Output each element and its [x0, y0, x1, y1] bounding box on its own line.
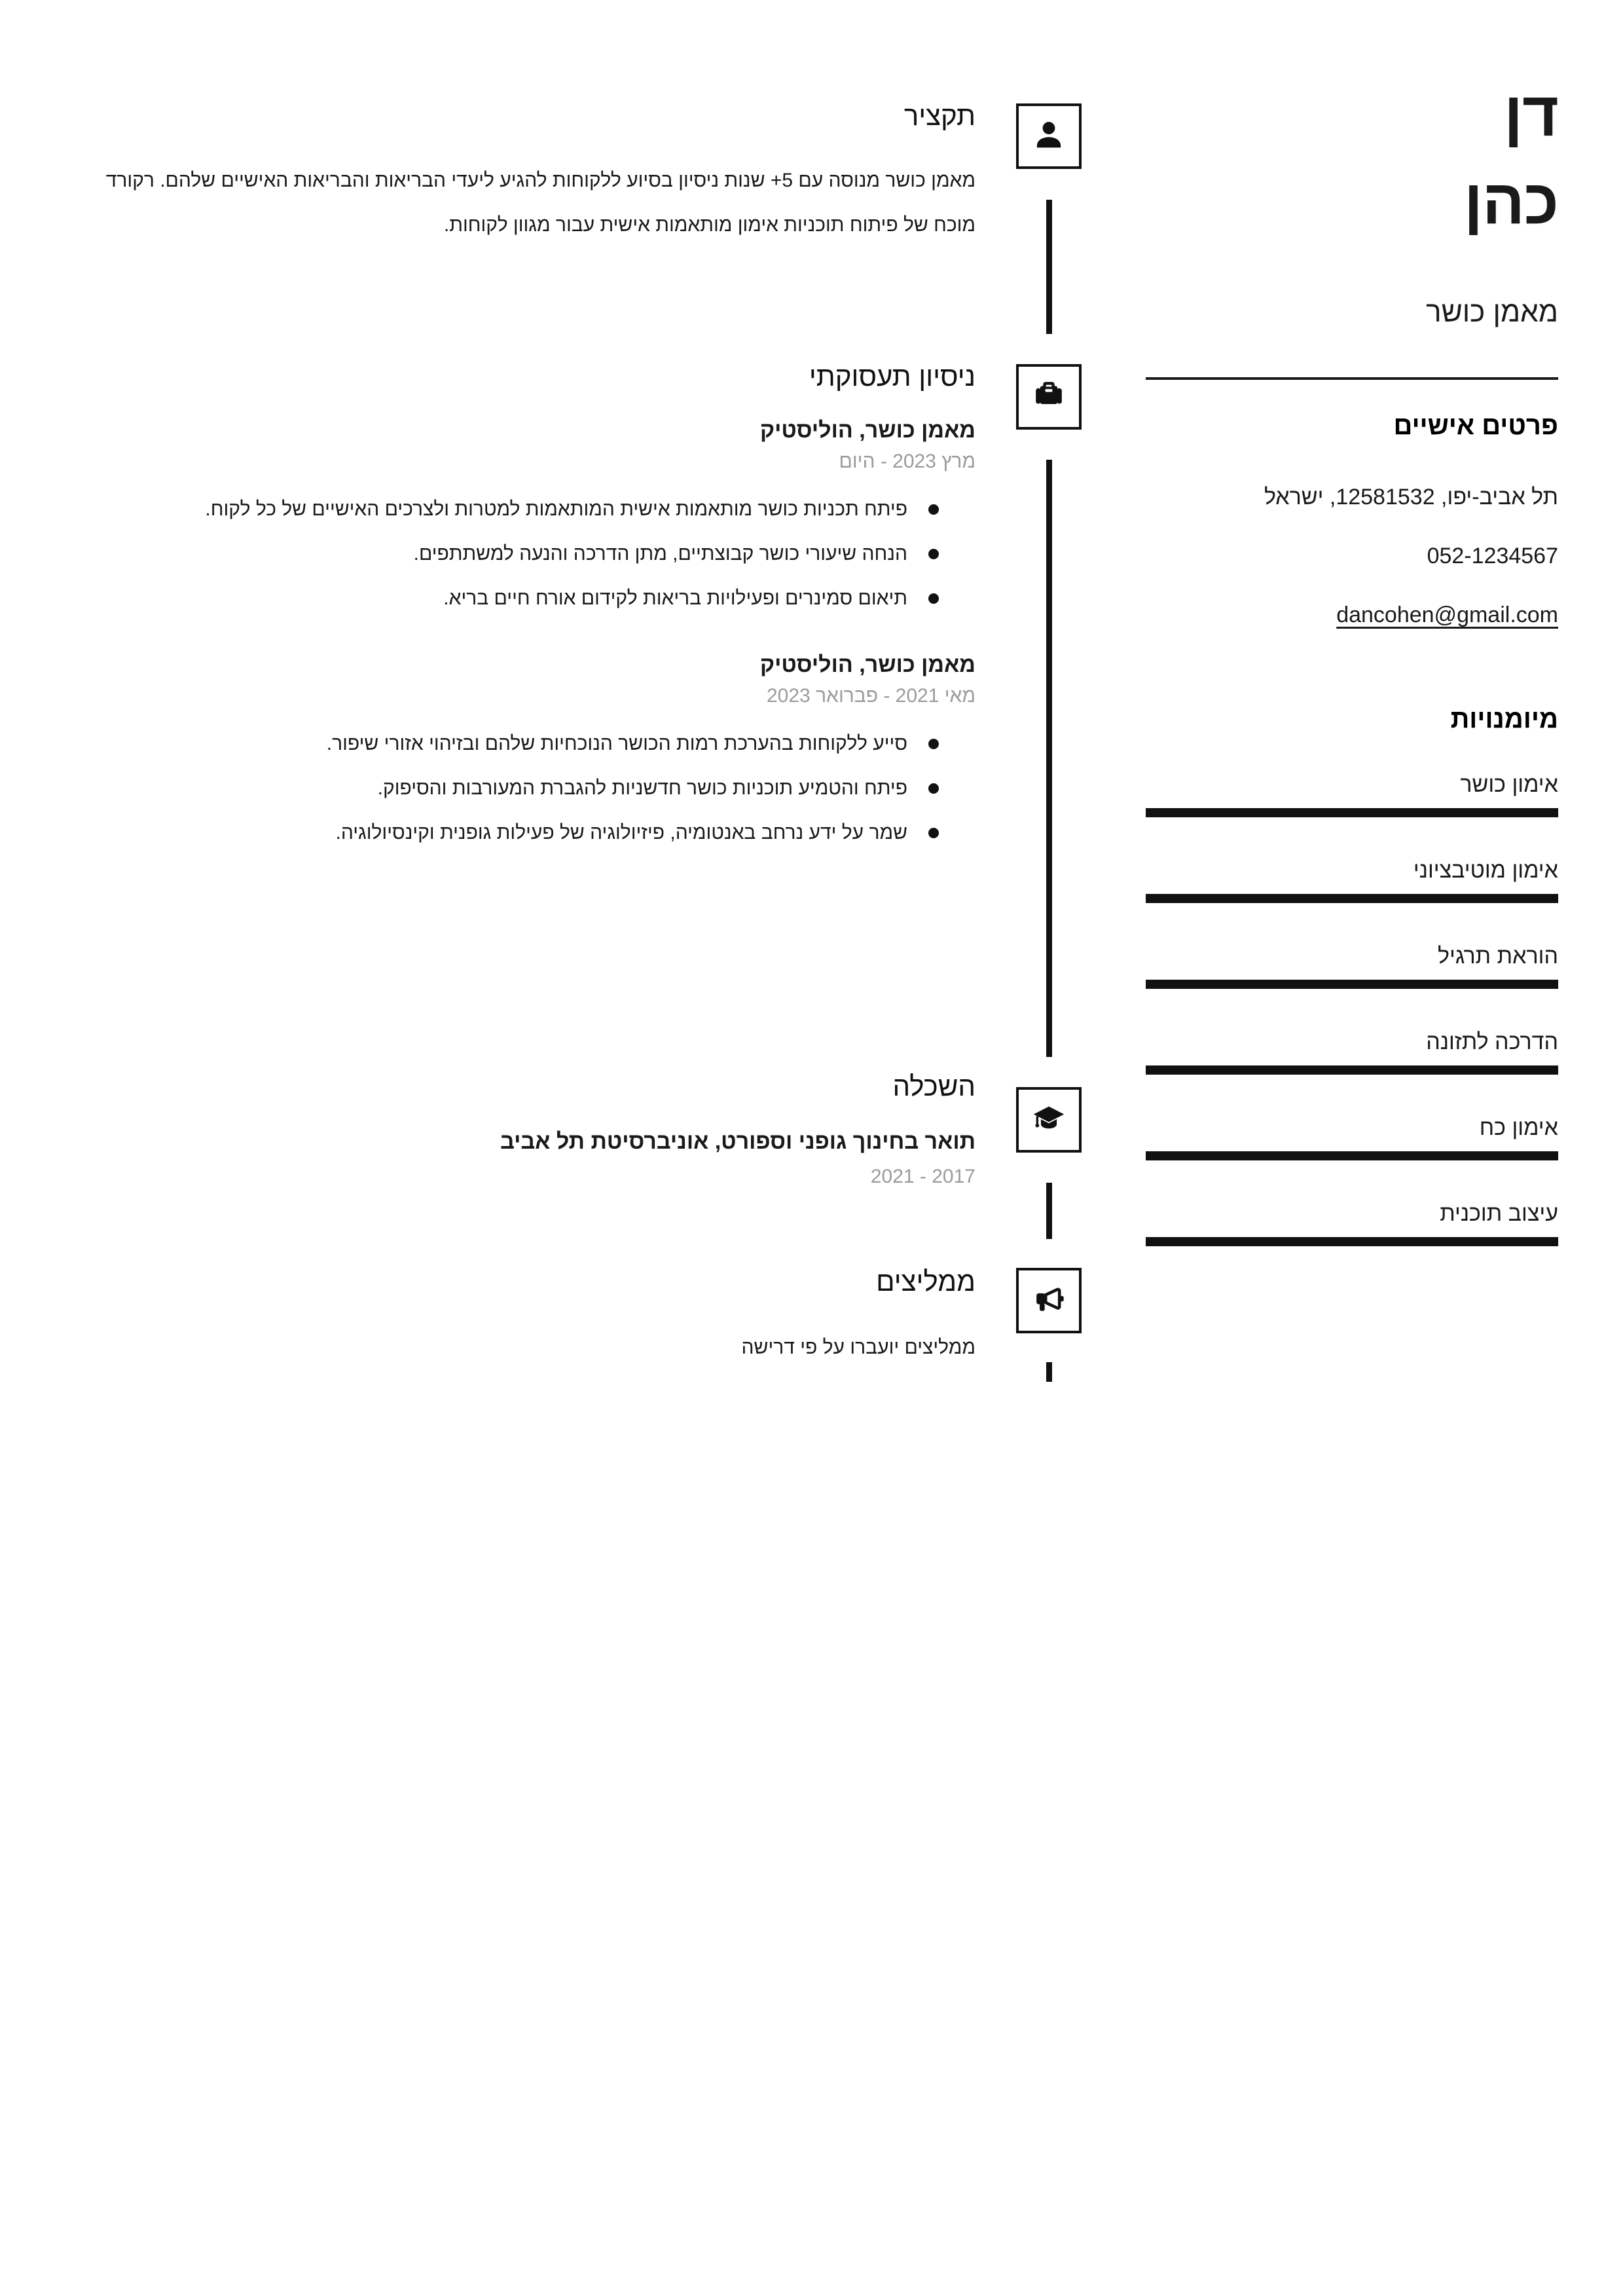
job-entry	[79, 650, 976, 855]
contact-block	[1146, 468, 1558, 644]
experience-section	[79, 359, 976, 855]
timeline-connector	[1046, 200, 1052, 334]
skill-item	[1146, 770, 1558, 856]
summary-section	[79, 98, 976, 248]
experience-heading: ניסיון תעסוקתי	[809, 361, 976, 392]
skill-level-bar	[1146, 1151, 1558, 1160]
timeline-experience-box	[1016, 364, 1082, 430]
bullet-dot	[928, 828, 939, 838]
bullet-text: תיאום סמינרים ופעילויות בריאות לקידום אורח חיים בריא.	[443, 587, 907, 609]
timeline-references-box	[1016, 1268, 1082, 1333]
job-bullets	[79, 722, 976, 855]
timeline-profile-box	[1016, 103, 1082, 169]
job-bullet	[79, 532, 939, 576]
bullet-dot	[928, 504, 939, 515]
job-title: מאמן כושר, הוליסטיק	[759, 652, 976, 677]
candidate-name	[1146, 71, 1558, 247]
bullet-dot	[928, 739, 939, 749]
skill-label: הדרכה לתזונה	[1426, 1029, 1558, 1054]
job-title: מאמן כושר, הוליסטיק	[759, 418, 976, 443]
job-bullet	[79, 576, 939, 621]
job-bullet	[79, 766, 939, 811]
timeline-education-box	[1016, 1087, 1082, 1153]
skill-level-bar	[1146, 1237, 1558, 1246]
skill-item	[1146, 1199, 1558, 1285]
megaphone-icon	[1030, 1280, 1068, 1322]
references-heading: ממליצים	[876, 1266, 976, 1297]
personal-details-heading: פרטים אישיים	[1393, 411, 1558, 440]
header-divider	[1146, 377, 1558, 380]
timeline-connector	[1046, 1362, 1052, 1382]
education-section	[79, 1069, 976, 1191]
job-bullet	[79, 487, 939, 532]
bullet-dot	[928, 783, 939, 794]
job-entry	[79, 415, 976, 621]
skill-label: הוראת תרגיל	[1437, 944, 1558, 969]
skill-item	[1146, 1113, 1558, 1199]
references-section	[79, 1264, 976, 1370]
skill-label: אימון כושר	[1460, 772, 1558, 797]
skill-item	[1146, 1028, 1558, 1113]
bullet-text: הנחה שיעורי כושר קבוצתיים, מתן הדרכה והנעה למשתתפים.	[413, 543, 907, 565]
skill-level-bar	[1146, 894, 1558, 903]
candidate-title: מאמן כושר	[1426, 296, 1558, 328]
skill-level-bar	[1146, 808, 1558, 817]
references-text: ממליצים יועברו על פי דרישה	[741, 1337, 976, 1358]
job-bullet	[79, 811, 939, 855]
education-degree: תואר בחינוך גופני וספורט, אוניברסיטת תל אביב	[500, 1129, 976, 1154]
email-link[interactable]: dancohen@gmail.com	[1336, 602, 1558, 627]
bullet-text: שמר על ידע נרחב באנטומיה, פיזיולוגיה של פעילות גופנית וקינסיולוגיה.	[335, 822, 907, 843]
bullet-dot	[928, 593, 939, 604]
skill-item	[1146, 942, 1558, 1028]
user-icon	[1030, 116, 1068, 157]
briefcase-icon	[1030, 377, 1068, 418]
skill-level-bar	[1146, 1065, 1558, 1075]
bullet-text: סייע ללקוחות בהערכת רמות הכושר הנוכחיות שלהם ובזיהוי אזורי שיפור.	[326, 733, 907, 754]
skills-heading: מיומנויות	[1450, 705, 1558, 733]
timeline-connector	[1046, 1183, 1052, 1239]
summary-heading: תקציר	[903, 100, 976, 131]
timeline-connector	[1046, 460, 1052, 1057]
first-name: דן	[1504, 79, 1558, 149]
job-date: מאי 2021 - פברואר 2023	[767, 685, 976, 707]
bullet-dot	[928, 549, 939, 559]
job-bullets	[79, 487, 976, 621]
education-date: 2017 - 2021	[870, 1166, 976, 1187]
graduation-cap-icon	[1030, 1100, 1068, 1141]
bullet-text: פיתח תכניות כושר מותאמות אישית המותאמות למטרות ולצרכים האישיים של כל לקוח.	[205, 498, 907, 520]
address-line: תל אביב-יפו, 12581532, ישראל	[1264, 485, 1558, 509]
phone-line: 052-1234567	[1427, 544, 1558, 568]
bullet-text: פיתח והטמיע תוכניות כושר חדשניות להגברת המעורבות והסיפוק.	[377, 777, 907, 799]
last-name: כהן	[1464, 167, 1558, 238]
skill-level-bar	[1146, 980, 1558, 989]
email-line	[1146, 585, 1558, 644]
skills-list	[1146, 770, 1558, 1285]
job-bullet	[79, 722, 939, 766]
education-heading: השכלה	[892, 1071, 976, 1102]
skill-label: אימון כח	[1479, 1115, 1558, 1140]
job-date: מרץ 2023 - היום	[839, 451, 976, 472]
summary-text: מאמן כושר מנוסה עם 5+ שנות ניסיון בסיוע ללקוחות להגיע ליעדי הבריאות והבריאות האישיים שלהם. רקורד מוכח של פיתוח תוכניות אימון מותאמות אישית עבור מגוון לקוחות.	[105, 170, 976, 236]
skill-item	[1146, 856, 1558, 942]
skill-label: אימון מוטיבציוני	[1413, 858, 1558, 883]
skill-label: עיצוב תוכנית	[1440, 1201, 1558, 1226]
